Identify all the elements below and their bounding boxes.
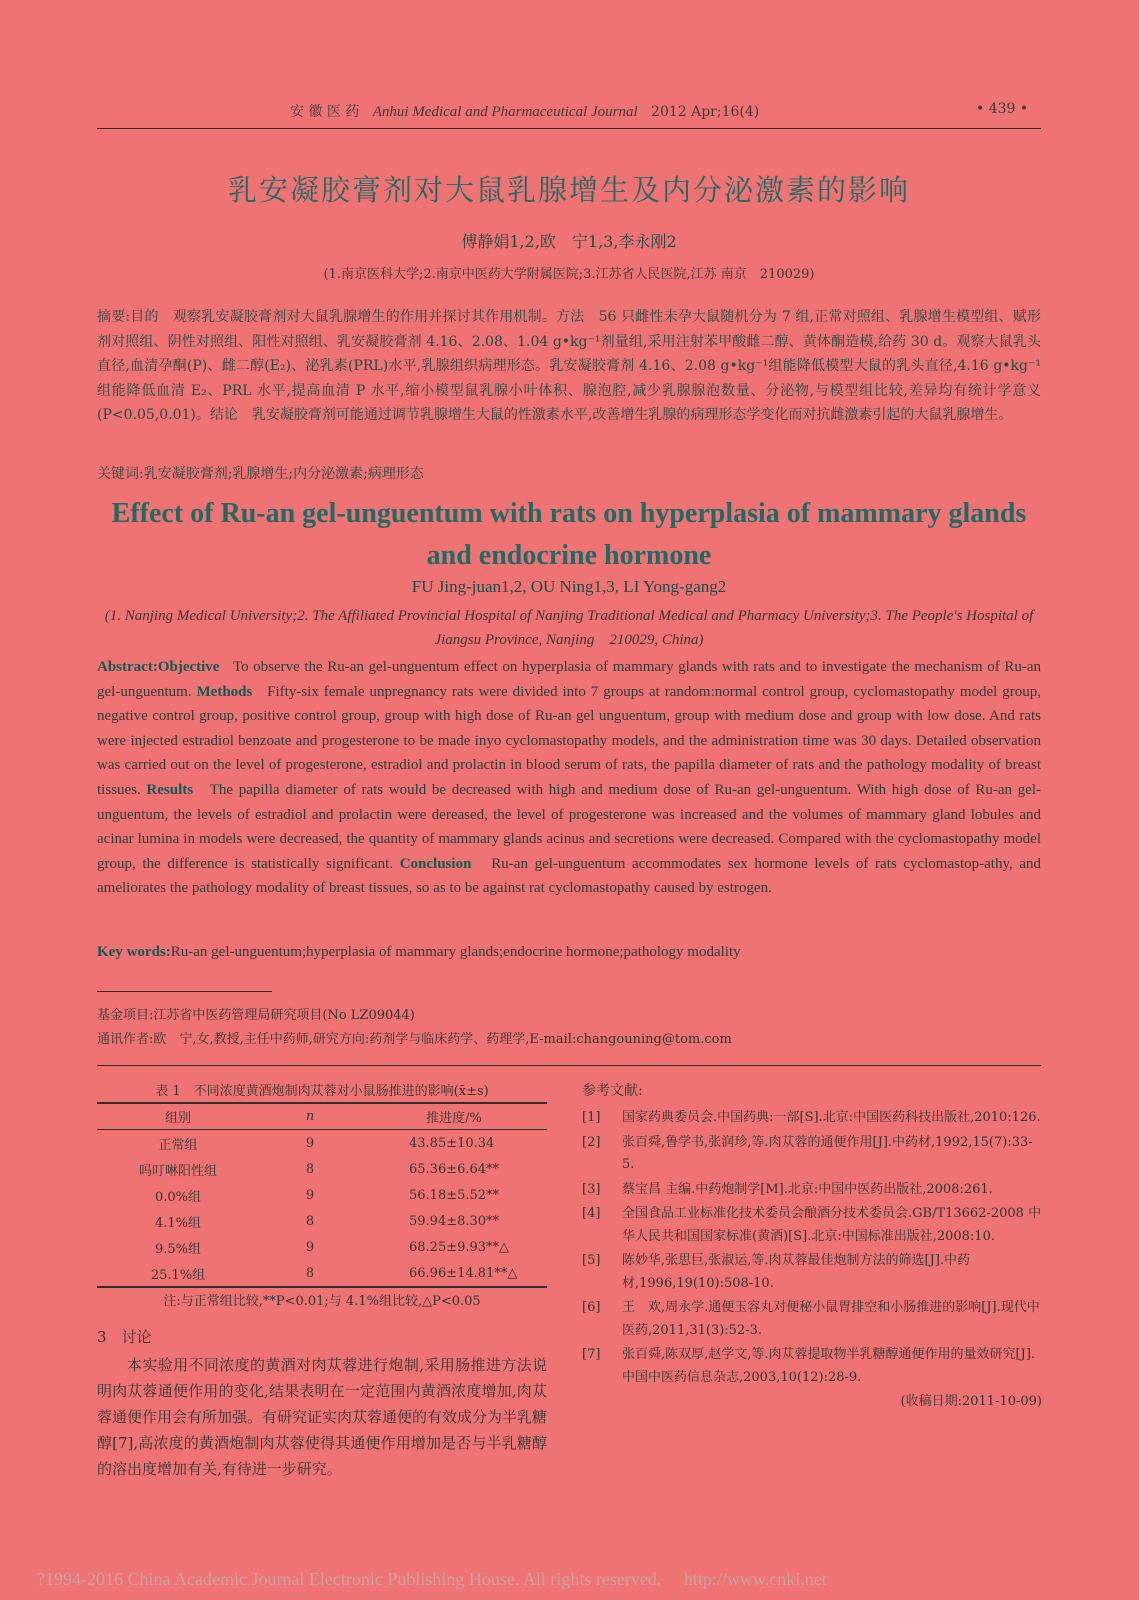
cell-group: 0.0%组	[154, 1189, 202, 1205]
reference-text: 国家药典委员会.中国药典:一部[S].北京:中国医药科技出版社,2010:126.	[622, 1110, 1041, 1125]
table-caption: 表 1 不同浓度黄酒炮制肉苁蓉对小鼠肠推进的影响(x̄±s)	[155, 1084, 489, 1099]
cell-value: 65.36±6.64**	[409, 1161, 500, 1177]
affiliations-zh: (1.南京医科大学;2.南京中医药大学附属医院;3.江苏省人民医院,江苏 南京 210029)	[323, 267, 815, 282]
reference-number: [5]	[582, 1253, 601, 1268]
authors-zh: 傅静娟1,2,欧 宁1,3,李永刚2	[461, 232, 677, 251]
cell-value: 59.94±8.30**	[409, 1213, 500, 1229]
reference-text: 张百舜,陈双厚,赵学文,等.肉苁蓉提取物半乳糖醇通便作用的量效研究[J].中国中医药信息杂志,2003,10(12):28-9.	[622, 1347, 1036, 1385]
cell-n: 8	[305, 1161, 315, 1177]
table-row	[97, 1130, 547, 1157]
reference-text: 王 欢,周永学.通便玉容丸对便秘小鼠胃排空和小肠推进的影响[J].现代中医药,2011,31(3):52-3.	[622, 1300, 1040, 1338]
cell-group: 9.5%组	[154, 1241, 202, 1257]
reference-text: 全国食品工业标准化技术委员会酿酒分技术委员会.GB/T13662-2008 中华人民共和国国家标准(黄酒)[S].北京:中国标准出版社,2008:10.	[622, 1206, 1042, 1244]
table-row	[97, 1208, 547, 1234]
table-header-row	[97, 1103, 547, 1130]
data-table	[97, 1102, 547, 1288]
received-date: (收稿日期:2011-10-09)	[900, 1394, 1042, 1409]
footnote-rule	[97, 991, 272, 992]
reference-item	[582, 1250, 1042, 1295]
authors-en: FU Jing-juan1,2, OU Ning1,3, LI Yong-gang2	[411, 577, 727, 596]
cell-group: 正常组	[158, 1137, 198, 1153]
running-header	[290, 101, 759, 121]
reference-number: [2]	[582, 1134, 601, 1150]
keywords-en-text: Ru-an gel-unguentum;hyperplasia of mammary glands;endocrine hormone;pathology modality	[170, 944, 741, 960]
reference-item	[582, 1344, 1042, 1389]
table-note: 注:与正常组比较,**P<0.01;与 4.1%组比较,△P<0.05	[163, 1294, 481, 1309]
table-row	[97, 1260, 547, 1287]
journal-name-zh: 安 徽 医 药	[290, 104, 360, 120]
col-header-n: n	[259, 1103, 361, 1130]
results-label: Results	[146, 781, 194, 798]
col-header-group: 组别	[97, 1103, 259, 1130]
section-heading-discussion: 3 讨论	[97, 1328, 152, 1346]
table-row	[97, 1234, 547, 1260]
abstract-en	[97, 655, 1041, 901]
reference-item	[582, 1107, 1042, 1130]
reference-item	[582, 1203, 1042, 1248]
reference-number: [3]	[582, 1181, 601, 1197]
reference-text: 蔡宝昌 主编.中药炮制学[M].北京:中国中医药出版社,2008:261.	[622, 1181, 993, 1197]
cell-n: 9	[305, 1135, 315, 1151]
cell-group: 4.1%组	[154, 1215, 202, 1231]
abstract-zh-text: 目的 观察乳安凝胶膏剂对大鼠乳腺增生的作用并探讨其作用机制。方法 56 只雌性未孕大鼠随机分为 7 组,正常对照组、乳腺增生模型组、赋形剂对照组、阴性对照组、阳性对照组、乳安凝胶膏剂 4.16、2.08、1.04 g•kg⁻¹剂量组,采用注射苯甲酸雌二醇、黄体酮造模,给药 30 d。观察大鼠乳头直径,血清孕酮(P)、雌二醇(E₂)、泌乳素(PRL)水平,乳腺组织病理形态。乳安凝胶膏剂 4.16、2.08 g•kg⁻¹组能降低模型大鼠的乳头直径,4.16 g•kg⁻¹组能降低血清 E₂、PRL 水平,提高血清 P 水平,缩小模型鼠乳腺小叶体积、腺泡腔,减少乳腺腺泡数量、分泌物,与模型组比较,差异均有统计学意义(P<0.05,0.01)。结论 乳安凝胶膏剂可能通过调节乳腺增生大鼠的性激素水平,改善增生乳腺的病理形态学变化而对抗雌激素引起的大鼠乳腺增生。	[97, 309, 1041, 423]
keywords-en-label: Key words:	[97, 944, 171, 960]
keywords-zh-label: 关键词:	[97, 466, 144, 482]
cell-value: 68.25±9.93**△	[409, 1239, 510, 1255]
section-rule	[97, 1065, 1041, 1066]
cell-value: 43.85±10.34	[409, 1135, 495, 1151]
reference-item	[582, 1132, 1042, 1177]
journal-issue: 2012 Apr;16(4)	[651, 104, 760, 120]
conclusion-label: Conclusion	[399, 855, 472, 872]
references-list	[582, 1107, 1042, 1414]
reference-number: [7]	[582, 1347, 601, 1362]
keywords-zh-text: 乳安凝胶膏剂;乳腺增生;内分泌激素;病理形态	[143, 466, 424, 482]
article-title-en: Effect of Ru-an gel-unguentum with rats on hyperplasia of mammary glands and endocrine hormone	[111, 498, 1027, 571]
cell-n: 9	[305, 1187, 315, 1203]
table-row	[97, 1182, 547, 1208]
affiliations-en: (1. Nanjing Medical University;2. The Affiliated Provincial Hospital of Nanjing Traditional Medical and Pharmacy University;3. The People's Hospital of Jiangsu Province, Nanjing 210029, China)	[104, 608, 1034, 648]
table-row	[97, 1156, 547, 1182]
reference-item	[582, 1179, 1042, 1202]
objective-text: To observe the Ru-an gel-unguentum effect on hyperplasia of mammary glands with rats and to investigate the mechanism of Ru-an gel-unguentum.	[97, 659, 1041, 700]
reference-number: [4]	[582, 1206, 601, 1221]
results-text: The papilla diameter of rats would be decreased with high and medium dose of Ru-an gel-unguentum. With high dose of Ru-an gel-unguentum, the levels of estradiol and prolactin were dereased, the level of progesterone was increased and the volumes of mammary gland lobules and acinar lumina in models were decreased, the quantity of mammary glands acinus and secretions were decreased. Compared with the cyclomastopathy model group, the difference is statistically significant.	[97, 781, 1041, 872]
cell-value: 56.18±5.52**	[409, 1187, 500, 1203]
reference-number: [6]	[582, 1300, 601, 1315]
cell-group: 吗叮啉阳性组	[138, 1163, 217, 1179]
fund-note: 基金项目:江苏省中医药管理局研究项目(No LZ09044)	[97, 1008, 415, 1023]
discussion-text: 本实验用不同浓度的黄酒对肉苁蓉进行炮制,采用肠推进方法说明肉苁蓉通便作用的变化,结果表明在一定范围内黄酒浓度增加,肉苁蓉通便作用会有所加强。有研究证实肉苁蓉通便的有效成分为半乳糖醇[7],高浓度的黄酒炮制肉苁蓉使得其通便作用增加是否与半乳糖醇的溶出度增加有关,有待进一步研究。	[97, 1356, 548, 1478]
methods-label: Methods	[196, 683, 253, 700]
journal-name-en: Anhui Medical and Pharmaceutical Journal	[372, 104, 638, 120]
cell-value: 66.96±14.81**△	[361, 1260, 547, 1287]
reference-item	[582, 1297, 1042, 1342]
objective-label: Objective	[157, 659, 220, 675]
corresponding-author-note: 通讯作者:欧 宁,女,教授,主任中药师,研究方向:药剂学与临床药学、药理学,E-mail:changouning@tom.com	[97, 1032, 732, 1047]
header-rule	[97, 128, 1041, 129]
copyright-line: ?1994-2016 China Academic Journal Electronic Publishing House. All rights reserved. http://www.cnki.net	[37, 1569, 827, 1589]
keywords-en	[97, 944, 1041, 961]
cell-n: 8	[305, 1213, 315, 1229]
page-number: • 439 •	[976, 101, 1029, 117]
reference-text: 张百舜,鲁学书,张润珍,等.肉苁蓉的通便作用[J].中药材,1992,15(7):33-5.	[622, 1134, 1033, 1172]
abstract-en-label: Abstract:	[97, 659, 158, 675]
abstract-zh-label: 摘要:	[97, 309, 131, 325]
cell-group: 25.1%组	[97, 1260, 259, 1287]
abstract-zh	[97, 305, 1041, 428]
conclusion-text: Ru-an gel-unguentum accommodates sex hormone levels of rats cyclomastop-athy, and ameliorates the pathology modality of breast tissues, so as to be against rat cyclomastopathy caused by estrogen.	[97, 855, 1042, 897]
article-title-zh: 乳安凝胶膏剂对大鼠乳腺增生及内分泌激素的影响	[227, 173, 910, 207]
references-heading: 参考文献:	[582, 1083, 643, 1099]
keywords-zh	[97, 462, 1041, 487]
reference-text: 陈妙华,张思巨,张淑运,等.肉苁蓉最佳炮制方法的筛选[J].中药材,1996,19(10):508-10.	[622, 1253, 971, 1291]
cell-n: 8	[259, 1260, 361, 1287]
methods-text: Fifty-six female unpregnancy rats were divided into 7 groups at random:normal control group, cyclomastopathy model group, negative control group, positive control group, group with high dose of Ru-an gel unguentum, group with medium dose and group with low dose. And rats were injected estradiol benzoate and progesterone to be made inyo cyclomastopathy models, and the administration time was 30 days. Detailed observation was carried out on the level of progesterone, estradiol and prolactin in blood serum of rats, the papilla diameter of rats and the pathology modality of breast tissues.	[97, 683, 1041, 798]
col-header-propulsion: 推进度/%	[361, 1103, 547, 1130]
cell-n: 9	[305, 1239, 315, 1255]
reference-number: [1]	[582, 1110, 601, 1125]
